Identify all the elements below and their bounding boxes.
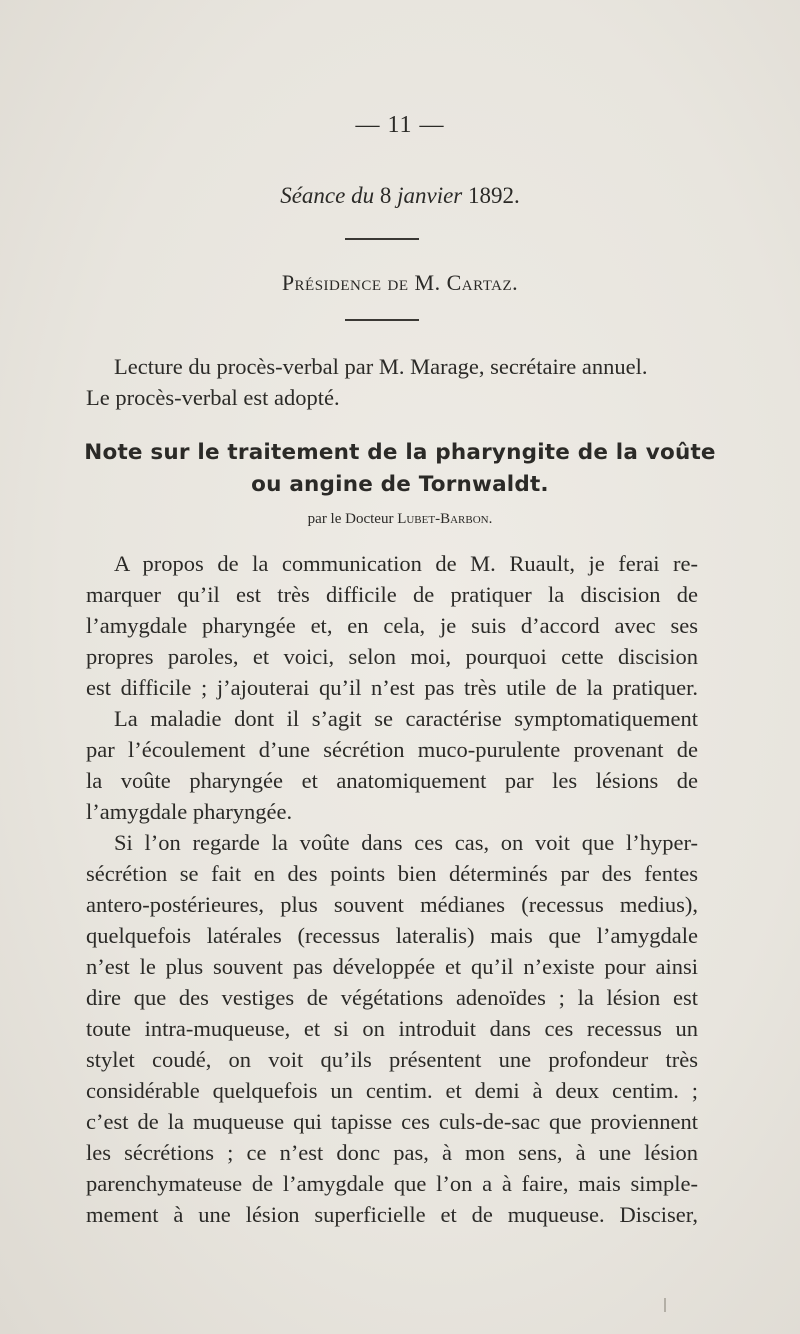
presidence-heading xyxy=(0,270,800,296)
body-line: c’est de la muqueuse qui tapisse ces culs-de-sac que proviennent xyxy=(86,1109,698,1134)
presidence-text: Présidence de M. Cartaz. xyxy=(281,270,519,295)
note-title-line: Note sur le traitement de la pharyngite de la voûte xyxy=(84,440,716,465)
body-line: mement à une lésion superficielle et de muqueuse. Disciser, xyxy=(86,1202,698,1227)
body-line: l’amygdale pharyngée. xyxy=(86,799,293,824)
session-heading xyxy=(0,183,800,209)
body-line: l’amygdale pharyngée et, en cela, je suis d’accord avec ses xyxy=(86,613,698,638)
body-line: La maladie dont il s’agit se caractérise symptomatiquement xyxy=(114,706,698,731)
session-month: janvier xyxy=(397,183,463,208)
divider-rule xyxy=(345,319,419,321)
paper-mark xyxy=(664,1298,666,1312)
session-year: 1892. xyxy=(468,183,520,208)
minutes-line: Le procès-verbal est adopté. xyxy=(86,385,340,410)
body-line: sécrétion se fait en des points bien déterminés par des fentes xyxy=(86,861,698,886)
session-day: 8 xyxy=(379,183,392,208)
body-line: par l’écoulement d’une sécrétion muco-purulente provenant de xyxy=(86,737,698,762)
byline-prefix: par le Docteur xyxy=(307,511,394,527)
session-label: Séance du xyxy=(280,183,375,208)
body-line: stylet coudé, on voit qu’ils présentent une profondeur très xyxy=(86,1047,698,1072)
body-line: dire que des vestiges de végétations adenoïdes ; la lésion est xyxy=(86,985,698,1010)
body-line: la voûte pharyngée et anatomiquement par les lésions de xyxy=(86,768,698,793)
body-line: antero-postérieures, plus souvent médianes (recessus medius), xyxy=(86,892,698,917)
byline xyxy=(0,511,800,528)
body-line: Si l’on regarde la voûte dans ces cas, on voit que l’hyper- xyxy=(114,830,698,855)
body-line: parenchymateuse de l’amygdale que l’on a à faire, mais simple- xyxy=(86,1171,698,1196)
body-line: quelquefois latérales (recessus lateralis) mais que l’amygdale xyxy=(86,923,698,948)
body-line: marquer qu’il est très difficile de pratiquer la discision de xyxy=(86,582,698,607)
note-title-line: ou angine de Tornwaldt. xyxy=(251,472,549,497)
body-line: est difficile ; j’ajouterai qu’il n’est pas très utile de la pratiquer. xyxy=(86,675,698,700)
page-number: — 11 — xyxy=(355,112,445,138)
body-line: A propos de la communication de M. Ruault, je ferai re- xyxy=(114,551,698,576)
minutes-line: Lecture du procès-verbal par M. Marage, secrétaire annuel. xyxy=(114,354,648,379)
body-line: considérable quelquefois un centim. et demi à deux centim. ; xyxy=(86,1078,698,1103)
body-line: n’est le plus souvent pas développée et qu’il n’existe pour ainsi xyxy=(86,954,698,979)
divider-rule xyxy=(345,238,419,240)
body-line: toute intra-muqueuse, et si on introduit dans ces recessus un xyxy=(86,1016,698,1041)
body-line: les sécrétions ; ce n’est donc pas, à mon sens, à une lésion xyxy=(86,1140,698,1165)
body-line: propres paroles, et voici, selon moi, pourquoi cette discision xyxy=(86,644,698,669)
byline-author: Lubet-Barbon. xyxy=(397,511,493,527)
